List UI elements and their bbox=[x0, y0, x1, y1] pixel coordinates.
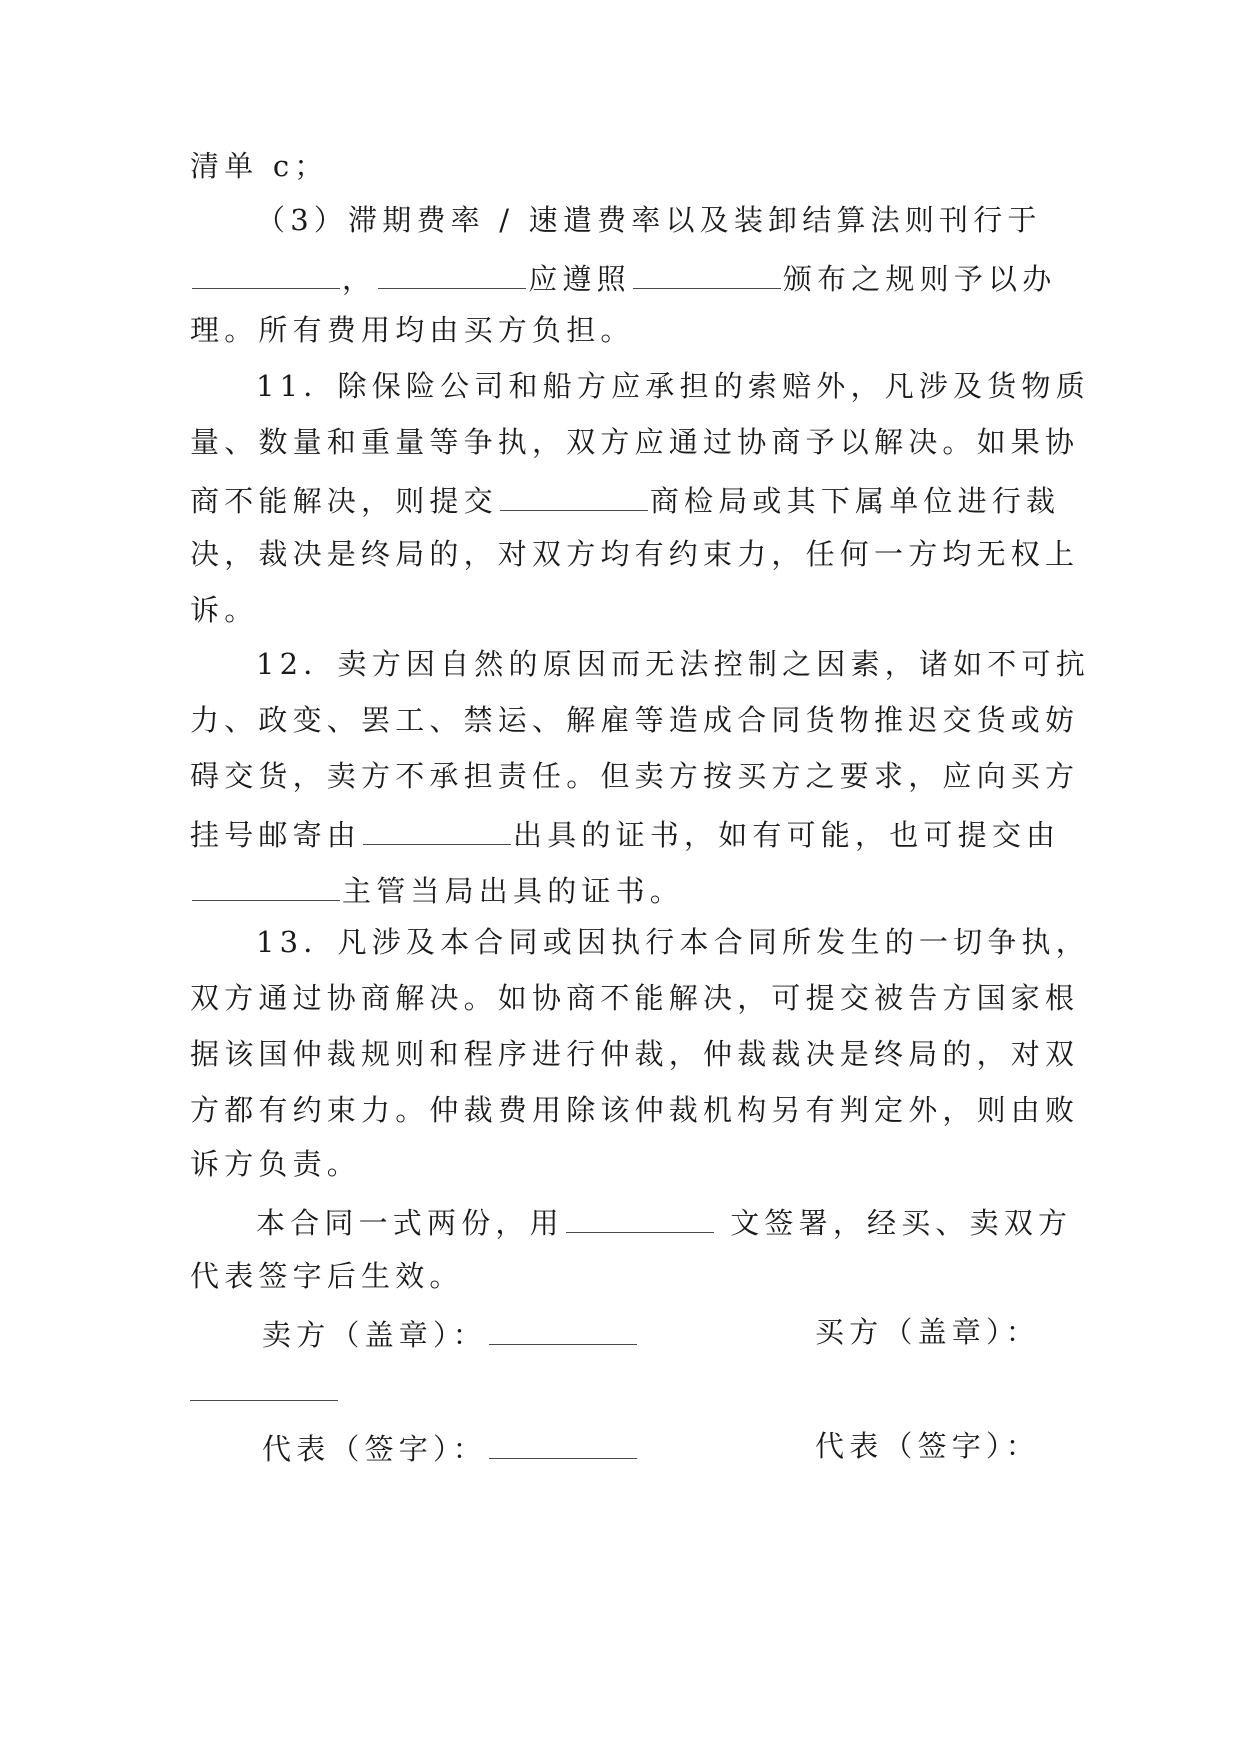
seller-rep-label: 代表（签字）： bbox=[262, 1432, 487, 1466]
text-line bbox=[256, 369, 1090, 403]
line-text: 决，裁决是终局的，对双方均有约束力，任何一方均无权上 bbox=[190, 537, 1080, 571]
text-line bbox=[256, 1206, 1072, 1238]
blank-field[interactable] bbox=[378, 262, 526, 289]
line-text: 11．除保险公司和船方应承担的索赔外，凡涉及货物质 bbox=[256, 369, 1090, 403]
text-line bbox=[190, 1037, 1080, 1071]
text-line bbox=[190, 1147, 362, 1181]
line-text: ， bbox=[342, 262, 377, 296]
line-text: （3）滞期费率 / 速遣费率以及装卸结算法则刊行于 bbox=[256, 203, 1042, 237]
buyer-rep-row bbox=[815, 1429, 1040, 1463]
seller-rep-field[interactable] bbox=[489, 1432, 637, 1459]
seller-seal-label: 卖方（盖章）： bbox=[262, 1318, 487, 1352]
buyer-rep-label: 代表（签字）： bbox=[815, 1429, 1040, 1463]
text-line bbox=[190, 313, 635, 347]
text-line bbox=[190, 262, 1056, 294]
line-text: 力、政变、罢工、禁运、解雇等造成合同货物推迟交货或妨 bbox=[190, 703, 1080, 737]
line-text: 商检局或其下属单位进行裁 bbox=[649, 484, 1061, 518]
text-line bbox=[190, 874, 684, 906]
line-text: 清单 c； bbox=[190, 149, 329, 183]
line-text: 本合同一式两份，用 bbox=[256, 1206, 564, 1240]
blank-field[interactable] bbox=[363, 818, 511, 845]
text-line bbox=[190, 981, 1080, 1015]
blank-field[interactable] bbox=[192, 874, 340, 901]
seller-seal-row bbox=[262, 1318, 639, 1350]
text-line bbox=[190, 537, 1080, 571]
line-text: 碍交货，卖方不承担责任。但卖方按买方之要求，应向买方 bbox=[190, 759, 1080, 793]
text-line bbox=[190, 818, 1060, 850]
line-text: 双方通过协商解决。如协商不能解决，可提交被告方国家根 bbox=[190, 981, 1080, 1015]
blank-field[interactable] bbox=[633, 262, 781, 289]
buyer-seal-row bbox=[815, 1315, 1040, 1349]
line-text: 据该国仲裁规则和程序进行仲裁，仲裁裁决是终局的，对双 bbox=[190, 1037, 1080, 1071]
seller-seal-field[interactable] bbox=[489, 1318, 637, 1345]
line-text: 量、数量和重量等争执，双方应通过协商予以解决。如果协 bbox=[190, 425, 1080, 459]
line-text: 商不能解决，则提交 bbox=[190, 484, 498, 518]
line-text: 12．卖方因自然的原因而无法控制之因素，诸如不可抗 bbox=[256, 647, 1090, 681]
line-text: 方都有约束力。仲裁费用除该仲裁机构另有判定外，则由败 bbox=[190, 1093, 1080, 1127]
line-text: 代表签字后生效。 bbox=[190, 1259, 464, 1293]
text-line bbox=[190, 703, 1080, 737]
seller-rep-row bbox=[262, 1432, 639, 1464]
text-line bbox=[190, 759, 1080, 793]
line-text: 应遵照 bbox=[528, 262, 631, 296]
text-line bbox=[190, 593, 259, 627]
text-line bbox=[256, 925, 1090, 959]
text-line bbox=[190, 1093, 1080, 1127]
line-text: 诉。 bbox=[190, 593, 259, 627]
line-text: 主管当局出具的证书。 bbox=[342, 874, 685, 908]
text-line bbox=[256, 203, 1042, 237]
text-line bbox=[190, 1259, 464, 1293]
blank-field[interactable] bbox=[500, 484, 648, 511]
blank-field[interactable] bbox=[192, 262, 340, 289]
blank-field[interactable] bbox=[566, 1206, 714, 1233]
line-text: 颁布之规则予以办 bbox=[782, 262, 1057, 296]
line-text: 文签署，经买、卖双方 bbox=[715, 1206, 1073, 1240]
text-line bbox=[190, 484, 1060, 516]
text-line bbox=[256, 647, 1090, 681]
text-line bbox=[190, 425, 1080, 459]
line-text: 诉方负责。 bbox=[190, 1147, 362, 1181]
line-text: 理。所有费用均由买方负担。 bbox=[190, 313, 635, 347]
line-text: 挂号邮寄由 bbox=[190, 818, 362, 852]
buyer-seal-label: 买方（盖章）： bbox=[815, 1315, 1040, 1349]
buyer-seal-field[interactable] bbox=[190, 1400, 338, 1401]
line-text: 13．凡涉及本合同或因执行本合同所发生的一切争执， bbox=[256, 925, 1090, 959]
text-line bbox=[190, 149, 329, 183]
line-text: 出具的证书，如有可能，也可提交由 bbox=[513, 818, 1061, 852]
